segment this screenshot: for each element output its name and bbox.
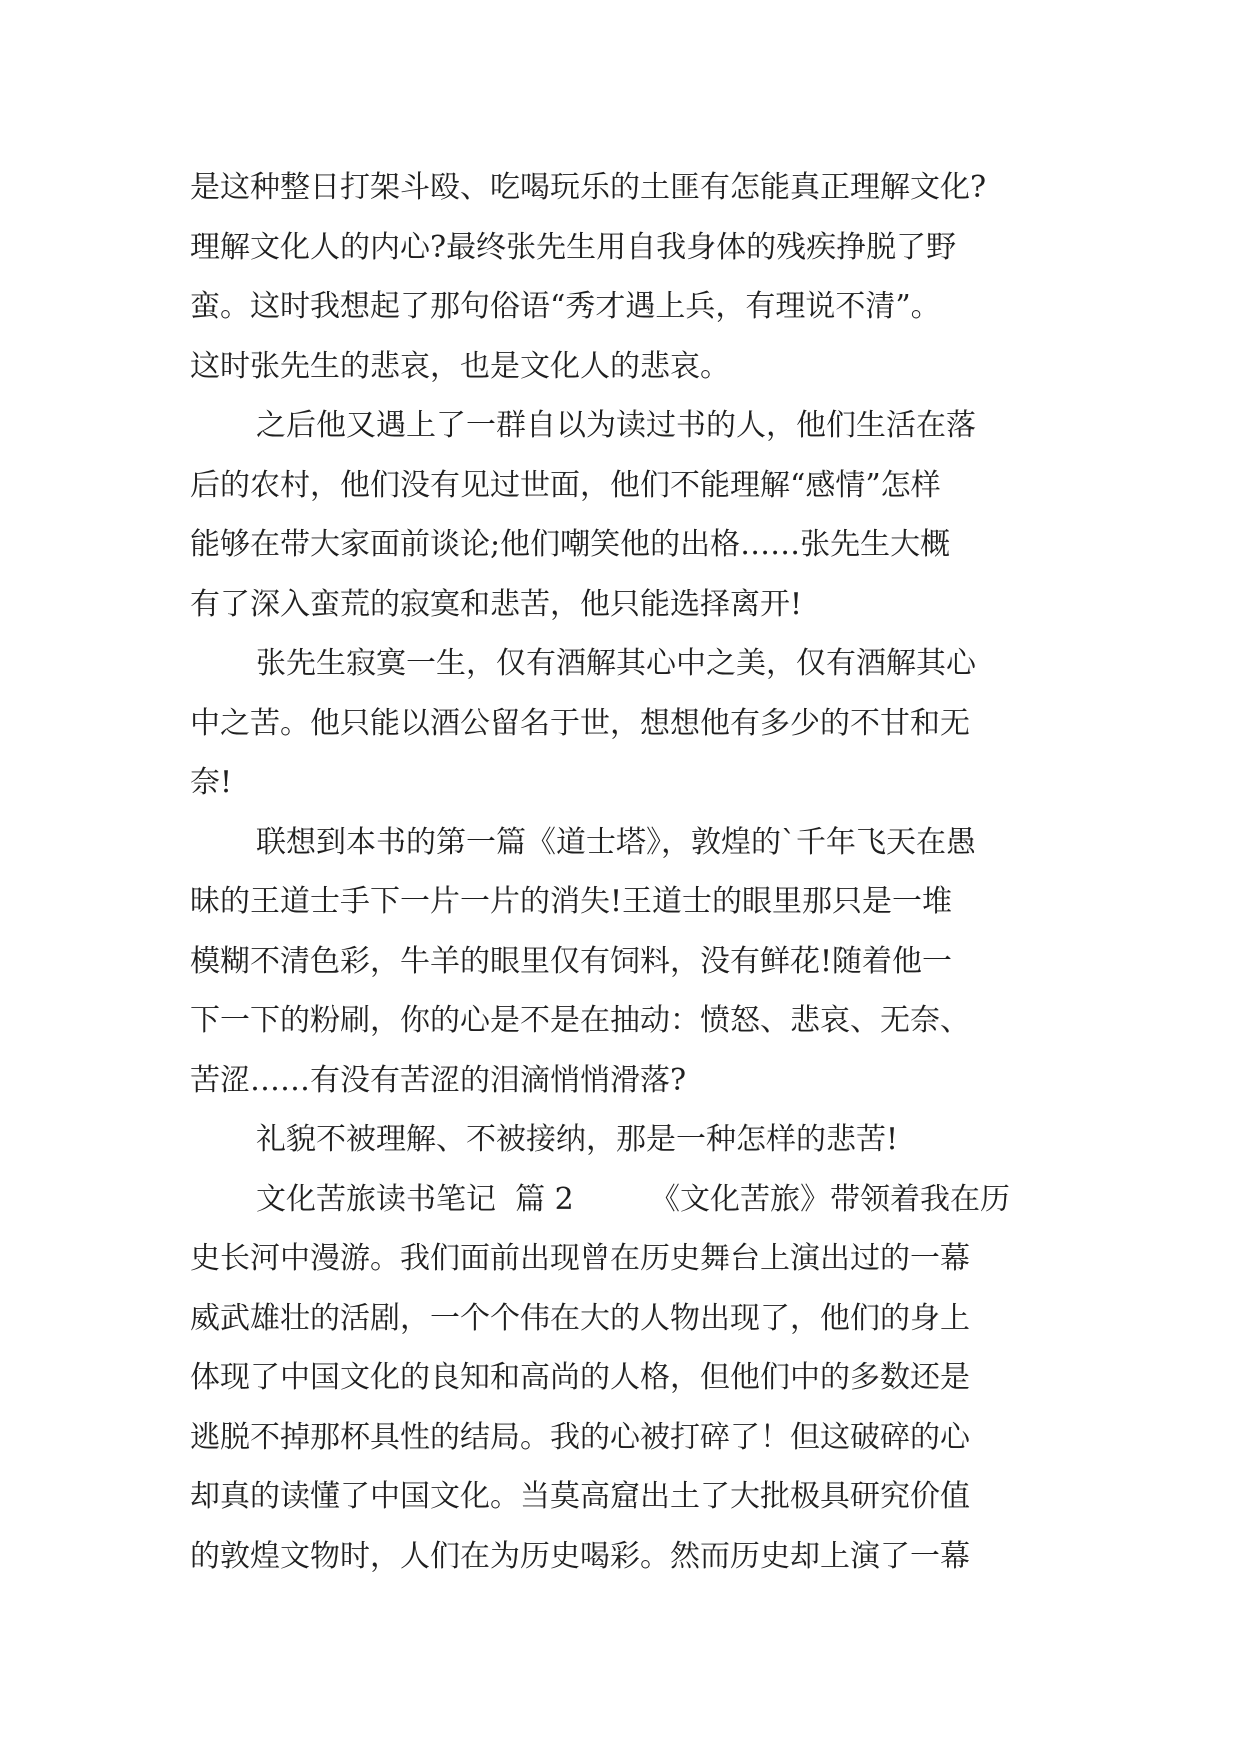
paragraph-first-line: 礼貌不被理解、不被接纳，那是一种怎样的悲苦!: [256, 1122, 899, 1157]
text-line: 中之苦。他只能以酒公留名于世，想想他有多少的不甘和无: [190, 705, 970, 741]
text-line: 却真的读懂了中国文化。当莫高窟出土了大批极具研究价值: [190, 1479, 970, 1514]
paragraph-first-line: 之后他又遇上了一群自以为读过书的人，他们生活在落: [256, 408, 976, 443]
text-line: 模糊不清色彩，牛羊的眼里仅有饲料，没有鲜花!随着他一: [190, 943, 953, 979]
text-line: 下一下的粉刷，你的心是不是在抽动：愤怒、悲哀、无奈、: [190, 1003, 970, 1038]
text-line: 这时张先生的悲哀，也是文化人的悲哀。: [190, 348, 730, 384]
paragraph-first-line: 联想到本书的第一篇《道士塔》，敦煌的`千年飞天在愚: [256, 824, 976, 860]
text-line: 蛮。这时我想起了那句俗语“秀才遇上兵，有理说不清”。: [190, 289, 941, 324]
text-line: 能够在带大家面前谈论;他们嘲笑他的出格……张先生大概: [190, 527, 951, 562]
text-line: 后的农村，他们没有见过世面，他们不能理解“感情”怎样: [190, 467, 941, 503]
paragraph-first-line: 张先生寂寞一生，仅有酒解其心中之美，仅有酒解其心: [256, 646, 976, 681]
text-line: 苦涩……有没有苦涩的泪滴悄悄滑落?: [190, 1062, 687, 1098]
text-line: 的敦煌文物时，人们在为历史喝彩。然而历史却上演了一幕: [190, 1538, 970, 1574]
text-line: 体现了中国文化的良知和高尚的人格，但他们中的多数还是: [190, 1360, 970, 1395]
text-line: 是这种整日打架斗殴、吃喝玩乐的土匪有怎能真正理解文化?: [190, 170, 987, 205]
body-text: [190, 158, 1070, 1586]
text-line: 奈!: [190, 765, 233, 800]
text-line: 史长河中漫游。我们面前出现曾在历史舞台上演出过的一幕: [190, 1241, 970, 1276]
text-line: 有了深入蛮荒的寂寞和悲苦，他只能选择离开!: [190, 586, 803, 622]
text-line: 理解文化人的内心?最终张先生用自我身体的残疾挣脱了野: [190, 229, 957, 265]
text-line: 威武雄壮的活剧，一个个伟在大的人物出现了，他们的身上: [190, 1300, 970, 1336]
section-heading-line: 文化苦旅读书笔记 篇 2 《文化苦旅》带领着我在历: [256, 1181, 1010, 1217]
text-line: 逃脱不掉那杯具性的结局。我的心被打碎了！但这破碎的心: [190, 1419, 970, 1455]
text-line: 昧的王道士手下一片一片的消失!王道士的眼里那只是一堆: [190, 884, 953, 919]
